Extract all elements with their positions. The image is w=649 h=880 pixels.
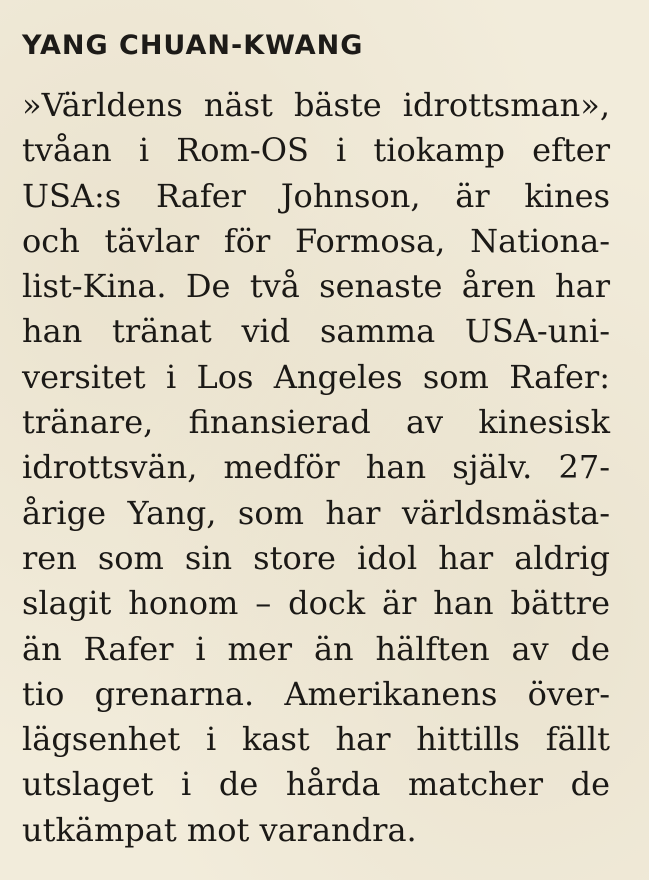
body-line: och tävlar för Formosa, Nationa- xyxy=(22,221,610,260)
body-line: utslaget i de hårda matcher de xyxy=(22,765,610,804)
body-line: han tränat vid samma USA-uni- xyxy=(22,312,610,351)
body-line-last: utkämpat mot varandra. xyxy=(22,810,417,849)
body-line: tränare, finansierad av kinesisk xyxy=(22,403,610,442)
body-line: lägsenhet i kast har hittills fällt xyxy=(22,720,610,759)
body-line: ren som sin store idol har aldrig xyxy=(22,538,610,577)
body-line: tvåan i Rom-OS i tiokamp efter xyxy=(22,131,610,170)
article-body xyxy=(22,83,610,853)
body-line: årige Yang, som har världsmästa- xyxy=(22,493,610,532)
body-line: slagit honom – dock är han bättre xyxy=(22,584,610,623)
body-line: »Världens näst bäste idrottsman», xyxy=(22,86,610,124)
body-line: versitet i Los Angeles som Rafer: xyxy=(22,357,610,396)
body-line: USA:s Rafer Johnson, är kines xyxy=(22,176,610,215)
article-headline: YANG CHUAN-KWANG xyxy=(22,30,364,61)
body-line: list-Kina. De två senaste åren har xyxy=(22,267,610,306)
body-line: än Rafer i mer än hälften av de xyxy=(22,629,610,668)
body-line: idrottsvän, medför han själv. 27- xyxy=(22,448,610,487)
body-line: tio grenarna. Amerikanens över- xyxy=(22,674,610,713)
